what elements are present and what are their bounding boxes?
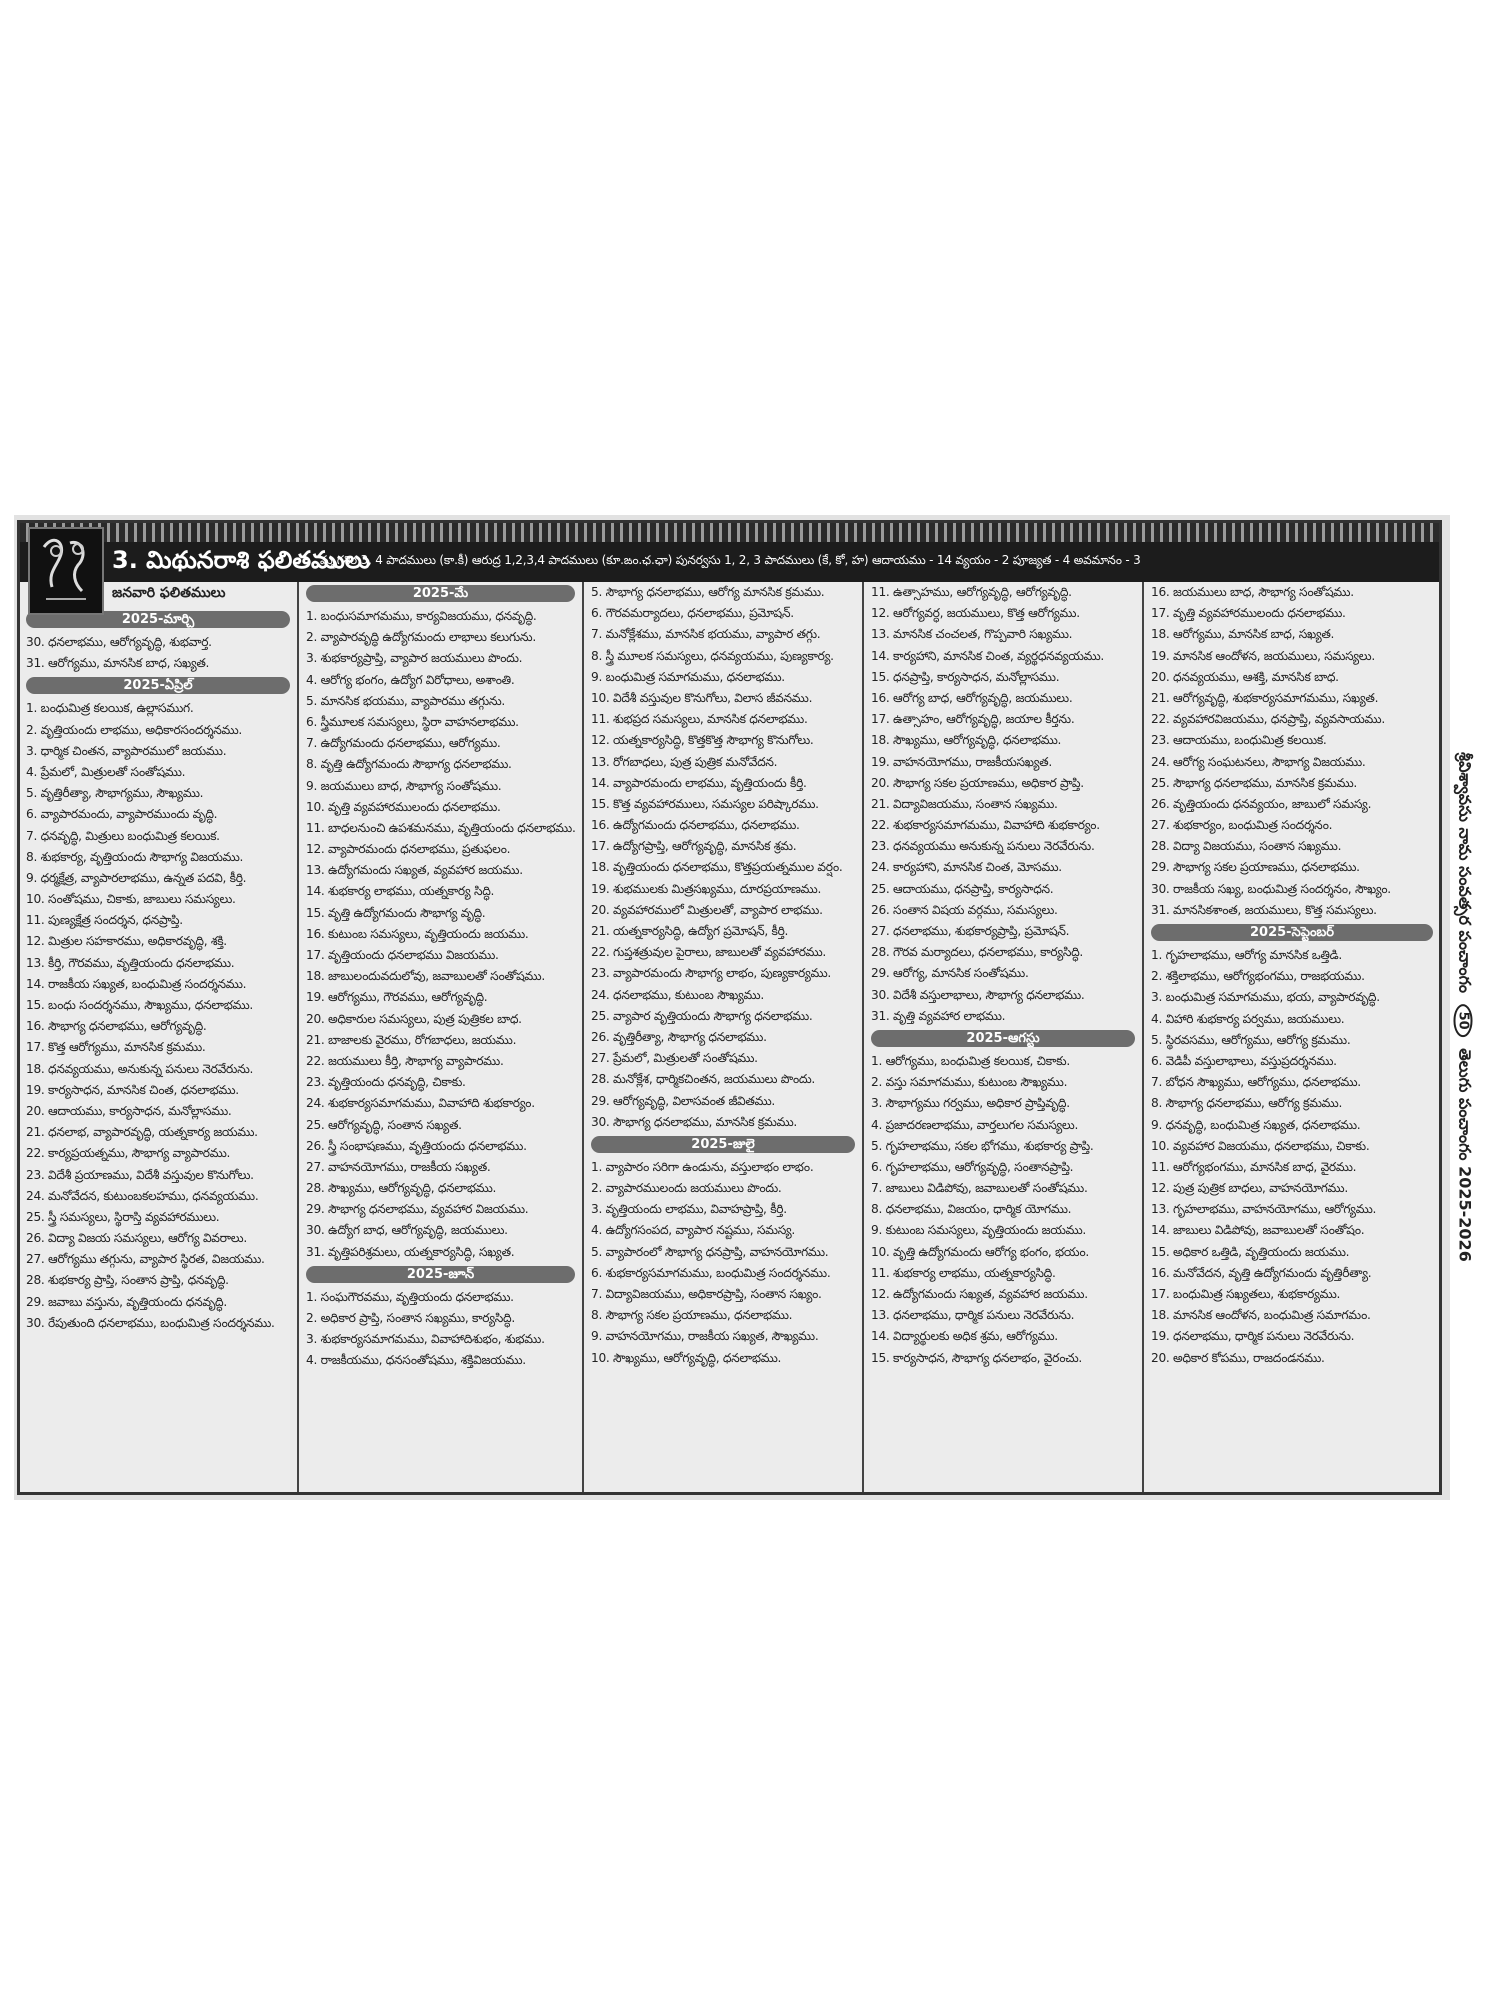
daily-forecast-item: 19. మానసిక ఆందోళన, జయములు, సమస్యలు. [1151, 648, 1375, 663]
month-heading: 2025-ఏప్రిల్ [26, 677, 290, 694]
daily-forecast-item: 5. సౌభాగ్య ధనలాభము, ఆరోగ్య మానసిక క్రమము. [591, 585, 825, 599]
daily-forecast-item: 11. ఆరోగ్యభంగము, మానసిక బాధ, వైరము. [1151, 1159, 1357, 1174]
january-heading: జనవారి ఫలితములు [112, 585, 226, 601]
daily-forecast-item: 12. ఉద్యోగమందు సఖ్యత, వ్యవహార జయము. [871, 1287, 1088, 1301]
daily-forecast-item: 11. శుభకార్య లాభము, యత్నకార్యసిద్ధి. [871, 1265, 1056, 1280]
daily-forecast-item: 10. సంతోషము, చికాకు, జాబులు సమస్యలు. [26, 892, 236, 907]
daily-forecast-item: 8. వృత్తి ఉద్యోగమందు సౌభాగ్య ధనలాభము. [306, 757, 512, 772]
daily-forecast-item: 29. జవాబు వస్తును, వృత్తియందు ధనవృద్ధి. [26, 1294, 227, 1309]
daily-forecast-item: 7. మనోక్లేశము, మానసిక భయము, వ్యాపార తగ్గు. [591, 627, 821, 642]
side-running-title [1452, 752, 1475, 1262]
daily-forecast-item: 16. ఆరోగ్య బాధ, ఆరోగ్యవృద్ధి, జయములు. [871, 690, 1073, 705]
daily-forecast-item: 5. గృహలాభము, సకల భోగము, శుభకార్య ప్రాప్తి. [871, 1138, 1094, 1153]
daily-forecast-item: 11. పుణ్యక్షేత్ర సందర్శన, ధనప్రాప్తి. [26, 913, 183, 928]
daily-forecast-item: 14. రాజకీయ సఖ్యత, బంధుమిత్ర సందర్శనము. [26, 976, 247, 991]
daily-forecast-item: 30. విదేశీ వస్తులాభాలు, సౌభాగ్య ధనలాభము. [871, 987, 1085, 1002]
daily-forecast-item: 28. శుభకార్య ప్రాప్తి, సంతాన ప్రాప్తి, ధనవృద్ధి. [26, 1273, 229, 1288]
daily-forecast-item: 17. వృత్తియందు ధనలాభము విజయము. [306, 948, 499, 962]
daily-forecast-item: 22. శుభకార్యసమాగమము, వివాహాది శుభకార్యం. [871, 818, 1100, 833]
daily-forecast-item: 29. ఆరోగ్యవృద్ధి, విలాసవంత జీవితము. [591, 1093, 775, 1108]
daily-forecast-item: 23. ధనవ్యయము అనుకున్న పనులు నెరవేరును. [871, 839, 1095, 854]
month-heading: 2025-మే [306, 585, 575, 602]
daily-forecast-item: 8. శుభకార్య, వృత్తియందు సౌభాగ్య విజయము. [26, 849, 244, 864]
daily-forecast-item: 18. జాబులందువదులోవు, జవాబులతో సంతోషము. [306, 969, 545, 984]
daily-forecast-item: 10. వృత్తి వ్యవహారములందు ధనలాభము. [306, 799, 501, 814]
daily-forecast-item: 13. ఉద్యోగమందు సఖ్యత, వ్యవహార జయము. [306, 863, 523, 878]
daily-forecast-item: 10. విదేశీ వస్తువుల కొనుగోలు, విలాస జీవనము. [591, 690, 813, 705]
gemini-figure-icon [30, 529, 102, 613]
daily-forecast-item: 18. మానసిక ఆందోళన, బంధుమిత్ర సమాగమం. [1151, 1308, 1371, 1323]
daily-forecast-item: 20. ఆదాయము, కార్యసాధన, మనోల్లాసము. [26, 1103, 232, 1118]
daily-forecast-item: 18. సౌఖ్యము, ఆరోగ్యవృద్ధి, ధనలాభము. [871, 733, 1062, 748]
daily-forecast-item: 16. జయములు బాధ, సౌభాగ్య సంతోషము. [1151, 585, 1354, 599]
side-title-right: తెలుగు పంచాంగం 2025-2026 [1455, 1048, 1475, 1262]
daily-forecast-item: 21. విద్యావిజయము, సంతాన సఖ్యము. [871, 796, 1058, 811]
month-heading: 2025-మార్చి [26, 611, 290, 628]
daily-forecast-item: 11. ఉత్సాహము, ఆరోగ్యవృద్ధి, ఆరోగ్యవృద్ధి. [871, 585, 1072, 599]
daily-forecast-item: 19. శుభములకు మిత్రసఖ్యము, దూరప్రయాణము. [591, 881, 822, 896]
daily-forecast-item: 31. వృత్తి వ్యవహార లాభము. [871, 1008, 1006, 1023]
page-title: 3. మిథునరాశి ఫలితములు [112, 546, 371, 574]
daily-forecast-item: 7. జాబులు విడిపోవు, జవాబులతో సంతోషము. [871, 1181, 1088, 1196]
daily-forecast-item: 24. కార్యహాని, మానసిక చింత, మోసము. [871, 860, 1062, 875]
daily-forecast-item: 29. సౌభాగ్య సకల ప్రయాణము, ధనలాభము. [1151, 860, 1360, 875]
daily-forecast-item: 30. రేపుతుంది ధనలాభము, బంధుమిత్ర సందర్శనము. [26, 1315, 275, 1330]
daily-forecast-item: 6. స్త్రీమూలక సమస్యలు, స్థిరా వాహనలాభము. [306, 714, 519, 729]
daily-forecast-item: 17. ఉత్సాహం, ఆరోగ్యవృద్ధి, జయాల కీర్తను. [871, 712, 1075, 727]
daily-forecast-item: 5. మానసిక భయము, వ్యాపారము తగ్గును. [306, 693, 505, 708]
daily-forecast-item: 4. ఆరోగ్య భంగం, ఉద్యోగ విరోధాలు, అశాంతి. [306, 672, 515, 687]
daily-forecast-item: 17. కొత్త ఆరోగ్యము, మానసిక క్రమము. [26, 1040, 206, 1055]
daily-forecast-item: 1. సంఘగౌరవము, వృత్తియందు ధనలాభము. [306, 1289, 514, 1304]
month-heading: 2025-జూన్ [306, 1266, 575, 1283]
daily-forecast-item: 26. స్త్రీ సంభాషణము, వృత్తియందు ధనలాభము. [306, 1138, 527, 1153]
daily-forecast-item: 26. వృత్తియందు ధనవ్యయం, జాబులో సమస్య. [1151, 796, 1372, 811]
daily-forecast-item: 28. సౌఖ్యము, ఆరోగ్యవృద్ధి, ధనలాభము. [306, 1181, 497, 1196]
daily-forecast-item: 28. గౌరవ మర్యాదలు, ధనలాభము, కార్యసిద్ధి. [871, 945, 1084, 960]
daily-forecast-item: 30. సౌభాగ్య ధనలాభము, మానసిక క్రమము. [591, 1114, 797, 1129]
daily-forecast-item: 13. రోగబాధలు, పుత్ర పుత్రిక మనోవేదన. [591, 754, 778, 769]
daily-forecast-item: 25. స్త్రీ సమస్యలు, స్థిరాస్తి వ్యవహారములు. [26, 1209, 220, 1224]
month-heading: 2025-జులై [591, 1136, 855, 1153]
daily-forecast-item: 15. కొత్త వ్యవహారములు, సమస్యల పరిష్కారము. [591, 796, 819, 811]
daily-forecast-item: 24. ఆరోగ్య సంఘటనలు, సౌభాగ్య విజయము. [1151, 754, 1366, 769]
forecast-column [300, 582, 581, 1492]
daily-forecast-item: 16. కుటుంబ సమస్యలు, వృత్తియందు జయము. [306, 926, 529, 941]
daily-forecast-item: 10. వ్యవహార విజయము, ధనలాభము, చికాకు. [1151, 1138, 1370, 1153]
daily-forecast-item: 18. ధనవ్యయము, అనుకున్న పనులు నెరవేరును. [26, 1061, 254, 1076]
daily-forecast-item: 15. వృత్తి ఉద్యోగమందు సౌభాగ్య వృద్ధి. [306, 905, 486, 920]
month-heading: 2025-సెప్టెంబర్ [1151, 924, 1433, 941]
daily-forecast-item: 6. గృహలాభము, ఆరోగ్యవృద్ధి, సంతానప్రాప్తి. [871, 1159, 1074, 1174]
daily-forecast-item: 22. జయములు కీర్తి, సౌభాగ్య వ్యాపారము. [306, 1053, 504, 1068]
daily-forecast-item: 6. శుభకార్యసమాగమము, బంధుమిత్ర సందర్శనము. [591, 1265, 831, 1280]
daily-forecast-item: 1. వ్యాపారం సరిగా ఉండును, వస్తులాభం లాభం. [591, 1159, 814, 1174]
daily-forecast-item: 2. వ్యాపారవృద్ధి ఉద్యోగమందు లాభాలు కలుగును. [306, 630, 536, 645]
page-number: 50 [1454, 1005, 1473, 1037]
daily-forecast-item: 15. బంధు సందర్శనము, సౌఖ్యము, ధనలాభము. [26, 998, 253, 1012]
daily-forecast-item: 27. వాహనయోగము, రాజకీయ సఖ్యత. [306, 1159, 491, 1174]
daily-forecast-item: 15. కార్యసాధన, సౌభాగ్య ధనలాభం, వైరంచు. [871, 1350, 1082, 1365]
daily-forecast-item: 18. వృత్తియందు ధనలాభము, కొత్తప్రయత్నముల వర్షం. [591, 860, 843, 875]
daily-forecast-item: 4. ప్రేమలో, మిత్రులతో సంతోషము. [26, 764, 186, 779]
daily-forecast-item: 31. ఆరోగ్యము, మానసిక బాధ, సఖ్యత. [26, 656, 210, 671]
daily-forecast-item: 28. మనోక్లేశ, ధార్మికచింతన, జయములు పొందు. [591, 1072, 816, 1087]
forecast-column [1145, 582, 1439, 1492]
column-divider [582, 582, 584, 1492]
daily-forecast-item: 26. వృత్తిరీత్యా, సౌభాగ్య ధనలాభము. [591, 1029, 767, 1044]
column-divider [1142, 582, 1144, 1492]
daily-forecast-item: 7. బోధన సౌఖ్యము, ఆరోగ్యము, ధనలాభము. [1151, 1075, 1361, 1090]
daily-forecast-item: 19. వాహనయోగము, రాజకీయసఖ్యత. [871, 754, 1052, 769]
daily-forecast-item: 17. ఉద్యోగప్రాప్తి, ఆరోగ్యవృద్ధి, మానసిక శ్రమ. [591, 839, 797, 854]
daily-forecast-item: 19. ధనలాభము, ధార్మిక పనులు నెరవేరును. [1151, 1329, 1355, 1344]
daily-forecast-item: 11. బాధలనుంచి ఉపశమనము, వృత్తియందు ధనలాభము. [306, 820, 576, 835]
daily-forecast-item: 1. గృహలాభము, ఆరోగ్య మానసిక ఒత్తిడి. [1151, 948, 1342, 962]
daily-forecast-item: 9. బంధుమిత్ర సమాగమము, ధనలాభము. [591, 669, 785, 684]
daily-forecast-item: 11. శుభప్రద సమస్యలు, మానసిక ధనలాభము. [591, 712, 808, 727]
panchangam-page [17, 520, 1442, 1495]
page-header [20, 542, 1439, 582]
daily-forecast-item: 21. బాజాలకు వైరము, రోగబాధలు, జయము. [306, 1032, 517, 1047]
daily-forecast-item: 20. వ్యవహారములో మిత్రులతో, వ్యాపార లాభము. [591, 902, 823, 917]
daily-forecast-item: 15. అధికార ఒత్తిడి, వృత్తియందు జయము. [1151, 1244, 1350, 1259]
daily-forecast-item: 13. కీర్తి, గౌరవము, వృత్తియందు ధనలాభము. [26, 955, 235, 970]
daily-forecast-item: 30. ధనలాభము, ఆరోగ్యవృద్ధి, శుభవార్త. [26, 635, 212, 649]
daily-forecast-item: 21. యత్నకార్యసిద్ధి, ఉద్యోగ ప్రమోషన్, కీర్తి. [591, 924, 789, 938]
daily-forecast-item: 21. ఆరోగ్యవృద్ధి, శుభకార్యసమాగమము, సఖ్యత. [1151, 690, 1379, 705]
daily-forecast-item: 14. వ్యాపారమందు లాభము, వృత్తియందు కీర్తి. [591, 775, 807, 790]
daily-forecast-item: 12. యత్నకార్యసిద్ధి, కొత్తకొత్త సౌభాగ్య కొనుగోలు. [591, 733, 814, 748]
daily-forecast-item: 1. ఆరోగ్యము, బంధుమిత్ర కలయిక, చికాకు. [871, 1053, 1070, 1068]
daily-forecast-item: 8. సౌభాగ్య సకల ప్రయాణము, ధనలాభము. [591, 1308, 793, 1323]
daily-forecast-item: 12. పుత్ర పుత్రిక బాధలు, వాహనయోగము. [1151, 1181, 1348, 1196]
daily-forecast-item: 9. ధనవృద్ధి, బంధుమిత్ర సఖ్యత, ధనలాభము. [1151, 1117, 1361, 1132]
daily-forecast-item: 3. సౌభాగ్యము గర్వము, అధికార ప్రాప్తివృద్ధి. [871, 1096, 1070, 1111]
daily-forecast-item: 23. వ్యాపారమందు సౌభాగ్య లాభం, పుణ్యకార్యము. [591, 966, 831, 981]
daily-forecast-item: 3. ధార్మిక చింతన, వ్యాపారములో జయము. [26, 743, 227, 758]
daily-forecast-item: 31. వృత్తిపరిశ్రమలు, యత్నకార్యసిద్ధి, సఖ్యత. [306, 1244, 515, 1259]
daily-forecast-item: 20. అధికారుల సమస్యలు, పుత్ర పుత్రికల బాధ. [306, 1011, 522, 1026]
daily-forecast-item: 25. వ్యాపార వృత్తియందు సౌభాగ్య ధనలాభము. [591, 1008, 813, 1023]
daily-forecast-item: 9. వాహనయోగము, రాజకీయ సఖ్యత, సౌఖ్యము. [591, 1329, 819, 1344]
daily-forecast-item: 2. వృత్తియందు లాభము, అధికారసందర్శనము. [26, 722, 242, 737]
daily-forecast-item: 5. స్థిరవసము, ఆరోగ్యము, ఆరోగ్య క్రమము. [1151, 1032, 1351, 1047]
daily-forecast-item: 28. విద్యా విజయము, సంతాన సఖ్యము. [1151, 839, 1342, 854]
daily-forecast-item: 24. ధనలాభము, కుటుంబ సౌఖ్యము. [591, 987, 764, 1002]
daily-forecast-item: 5. వృత్తిరీత్యా, సౌభాగ్యము, సౌఖ్యము. [26, 786, 204, 801]
daily-forecast-item: 22. గుప్తశత్రువుల పైరాలు, జాబులతో వ్యవహారము. [591, 945, 827, 960]
daily-forecast-item: 16. సౌభాగ్య ధనలాభము, ఆరోగ్యవృద్ధి. [26, 1019, 207, 1034]
daily-forecast-item: 4. రాజకీయము, ధనసంతోషము, శక్తివిజయము. [306, 1353, 526, 1368]
daily-forecast-item: 8. ధనలాభము, విజయం, ధార్మిక యోగము. [871, 1202, 1072, 1217]
daily-forecast-item: 13. ధనలాభము, ధార్మిక పనులు నెరవేరును. [871, 1308, 1075, 1323]
daily-forecast-item: 8. స్త్రీ మూలక సమస్యలు, ధనవ్యయము, పుణ్యకార్య. [591, 648, 834, 663]
side-title-left: శ్రీవిశ్వావసు నామ సంవత్సర పంచాంగం [1455, 752, 1475, 994]
daily-forecast-item: 2. అధికార ప్రాప్తి, సంతాన సఖ్యము, కార్యసిద్ధి. [306, 1311, 515, 1325]
daily-forecast-item: 27. ధనలాభము, శుభకార్యప్రాప్తి, ప్రమోషన్. [871, 924, 1070, 938]
daily-forecast-item: 16. మనోవేదన, వృత్తి ఉద్యోగమందు వృత్తిరీత్యా. [1151, 1265, 1372, 1280]
decorative-border [20, 523, 1439, 542]
daily-forecast-item: 25. ఆదాయము, ధనప్రాప్తి, కార్యసాధన. [871, 881, 1054, 896]
daily-forecast-item: 29. ఆరోగ్య, మానసిక సంతోషము. [871, 966, 1029, 981]
daily-forecast-item: 17. వృత్తి వ్యవహారములందు ధనలాభము. [1151, 606, 1346, 621]
daily-forecast-item: 5. వ్యాపారంలో సౌభాగ్య ధనప్రాప్తి, వాహనయోగము. [591, 1244, 829, 1259]
daily-forecast-item: 31. మానసికశాంత, జయములు, కొత్త సమస్యలు. [1151, 902, 1377, 917]
daily-forecast-item: 2. శక్తిలాభము, ఆరోగ్యభంగము, రాజభయము. [1151, 969, 1365, 984]
daily-forecast-item: 12. ఆరోగ్యవర్ధ, జయములు, కొత్త ఆరోగ్యము. [871, 606, 1080, 621]
daily-forecast-item: 22. వ్యవహారవిజయము, ధనప్రాప్తి, వ్యవసాయము. [1151, 712, 1385, 727]
daily-forecast-item: 14. శుభకార్య లాభము, యత్నకార్య సిద్ధి. [306, 884, 495, 899]
daily-forecast-item: 18. ఆరోగ్యము, మానసిక బాధ, సఖ్యత. [1151, 627, 1335, 642]
daily-forecast-item: 25. ఆరోగ్యవృద్ధి, సంతాన సఖ్యత. [306, 1117, 462, 1132]
daily-forecast-item: 10. సౌఖ్యము, ఆరోగ్యవృద్ధి, ధనలాభము. [591, 1350, 782, 1365]
daily-forecast-item: 14. విద్యార్థులకు అధిక శ్రమ, ఆరోగ్యము. [871, 1329, 1058, 1344]
column-divider [862, 582, 864, 1492]
daily-forecast-item: 27. ఆరోగ్యము తగ్గును, వ్యాపార స్థిరత, విజయము. [26, 1252, 265, 1267]
daily-forecast-item: 14. జాబులు విడిపోవు, జవాబులతో సంతోషం. [1151, 1223, 1365, 1238]
daily-forecast-item: 4. విహారి శుభకార్య పర్వము, జయములు. [1151, 1011, 1345, 1026]
daily-forecast-item: 3. శుభకార్యప్రాప్తి, వ్యాపార జయములు పొందు. [306, 651, 523, 666]
daily-forecast-item: 19. కార్యసాధన, మానసిక చింత, ధనలాభము. [26, 1082, 239, 1097]
daily-forecast-item: 29. సౌభాగ్య ధనలాభము, వ్యవహార విజయము. [306, 1202, 529, 1217]
daily-forecast-item: 1. బంధుసమాగమము, కార్యవిజయము, ధనవృద్ధి. [306, 609, 537, 623]
daily-forecast-item: 26. సంతాన విషయ వర్గము, సమస్యలు. [871, 902, 1058, 917]
daily-forecast-item: 30. ఉద్యోగ బాధ, ఆరోగ్యవృద్ధి, జయములు. [306, 1223, 508, 1238]
daily-forecast-item: 3. బంధుమిత్ర సమాగమము, భయ, వ్యాపారవృద్ధి. [1151, 990, 1380, 1005]
daily-forecast-item: 23. వృత్తియందు ధనవృద్ధి, చికాకు. [306, 1075, 466, 1090]
daily-forecast-item: 4. ఉద్యోగసంపద, వ్యాపార నష్టము, సమస్య. [591, 1223, 795, 1238]
daily-forecast-item: 4. ప్రజాదరణలాభము, వార్తలుగల సమస్యలు. [871, 1117, 1079, 1132]
column-divider [297, 582, 299, 1492]
daily-forecast-item: 23. విదేశీ ప్రయాణము, విదేశీ వస్తువుల కొనుగోలు. [26, 1167, 254, 1182]
daily-forecast-item: 15. ధనప్రాప్తి, కార్యసాధన, మనోల్లాసము. [871, 669, 1060, 684]
daily-forecast-item: 13. మానసిక చంచలత, గొప్పవారి సఖ్యము. [871, 627, 1073, 642]
daily-forecast-item: 27. ప్రేమలో, మిత్రులతో సంతోషము. [591, 1051, 758, 1066]
daily-forecast-item: 16. ఉద్యోగమందు ధనలాభము, ధనలాభము. [591, 818, 800, 833]
daily-forecast-item: 2. వస్తు సమాగమము, కుటుంబ సౌఖ్యము. [871, 1075, 1068, 1090]
forecast-column [585, 582, 861, 1492]
daily-forecast-item: 23. ఆదాయము, బంధుమిత్ర కలయిక. [1151, 733, 1327, 748]
daily-forecast-item: 25. సౌభాగ్య ధనలాభము, మానసిక క్రమము. [1151, 775, 1357, 790]
daily-forecast-item: 21. ధనలాభ, వ్యాపారవృద్ధి, యత్నకార్య జయము. [26, 1125, 258, 1140]
daily-forecast-item: 17. బంధుమిత్ర సఖ్యతలు, శుభకార్యము. [1151, 1287, 1341, 1301]
daily-forecast-item: 2. వ్యాపారములందు జయములు పొందు. [591, 1181, 782, 1196]
daily-forecast-item: 3. శుభకార్యసమాగమము, వివాహాదిశుభం, శుభము. [306, 1332, 545, 1347]
daily-forecast-item: 9. కుటుంబ సమస్యలు, వృత్తియందు జయము. [871, 1223, 1086, 1238]
gemini-zodiac-logo [28, 527, 104, 615]
daily-forecast-item: 6. వ్యాపారమందు, వ్యాపారముందు వృద్ధి. [26, 807, 218, 822]
daily-forecast-item: 9. ధర్మక్షేత్ర, వ్యాపారలాభము, ఉన్నత పదవి, కీర్తి. [26, 870, 247, 885]
daily-forecast-item: 7. విద్యావిజయము, అధికారప్రాప్తి, సంతాన సఖ్యం. [591, 1287, 822, 1301]
daily-forecast-item: 7. ధనవృద్ధి, మిత్రులు బంధుమిత్ర కలయిక. [26, 828, 220, 843]
daily-forecast-item: 6. గౌరవమర్యాదలు, ధనలాభము, ప్రమోషన్. [591, 606, 794, 621]
daily-forecast-item: 12. మిత్రుల సహకారము, అధికారవృద్ధి, శక్తి. [26, 934, 227, 949]
daily-forecast-item: 9. జయములు బాధ, సౌభాగ్య సంతోషము. [306, 778, 502, 793]
daily-forecast-item: 20. సౌభాగ్య సకల ప్రయాణము, అధికార ప్రాప్తి. [871, 775, 1084, 790]
daily-forecast-item: 12. వ్యాపారమందు ధనలాభము, ప్రతుఫలం. [306, 842, 511, 857]
daily-forecast-item: 22. కార్యప్రయత్నము, సౌభాగ్య వ్యాపారము. [26, 1146, 231, 1161]
daily-forecast-item: 1. బంధుమిత్ర కలయిక, ఉల్లాసముగ. [26, 701, 194, 716]
daily-forecast-item: 24. శుభకార్యసమాగమము, వివాహాది శుభకార్యం. [306, 1096, 535, 1111]
daily-forecast-item: 20. అధికార కోపము, రాజదండనము. [1151, 1350, 1325, 1365]
daily-forecast-item: 7. ఉద్యోగమందు ధనలాభము, ఆరోగ్యము. [306, 736, 501, 751]
daily-forecast-item: 3. వృత్తియందు లాభము, వివాహప్రాప్తి, కీర్తి. [591, 1202, 787, 1217]
daily-forecast-item: 24. మనోవేదన, కుటుంబకలహము, ధనవ్యయము. [26, 1188, 259, 1203]
forecast-column [20, 608, 296, 1492]
daily-forecast-item: 19. ఆరోగ్యము, గౌరవము, ఆరోగ్యవృద్ధి. [306, 990, 488, 1005]
daily-forecast-item: 14. కార్యహాని, మానసిక చింత, వ్యర్థధనవ్యయము. [871, 648, 1104, 663]
daily-forecast-item: 13. గృహలాభము, వాహనయోగము, ఆరోగ్యము. [1151, 1202, 1377, 1217]
daily-forecast-item: 27. శుభకార్యం, బంధుమిత్ర సందర్శనం. [1151, 818, 1333, 833]
daily-forecast-item: 26. విద్యా విజయ సమస్యలు, ఆరోగ్య వివరాలు. [26, 1231, 247, 1246]
daily-forecast-item: 30. రాజకీయ సఖ్య, బంధుమిత్ర సందర్శనం, సౌఖ్యం. [1151, 881, 1391, 896]
daily-forecast-item: 20. ధనవ్యయము, ఆశక్తి, మానసిక బాధ. [1151, 669, 1339, 684]
page-subtitle: మృగశిర 3, 4 పాదములు (కా.కీ) ఆరుద్ర 1,2,3,4 పాదములు (కూ.ఙం.ఛ.ఛా) పునర్వసు 1, 2, 3 పాదములు (కే, కో, హ) ఆదాయము - 14 వ్యయం - 2 పూజ్యత - 4 అవమానం - 3 [320, 553, 1141, 567]
month-heading: 2025-ఆగస్టు [871, 1030, 1135, 1047]
forecast-column [865, 582, 1141, 1492]
daily-forecast-item: 10. వృత్తి ఉద్యోగమందు ఆరోగ్య భంగం, భయం. [871, 1244, 1089, 1259]
daily-forecast-item: 6. వెడిపీ వస్తులాభాలు, వస్తుప్రదర్శనము. [1151, 1053, 1337, 1068]
daily-forecast-item: 8. సౌభాగ్య ధనలాభము, ఆరోగ్య క్రమము. [1151, 1096, 1343, 1111]
